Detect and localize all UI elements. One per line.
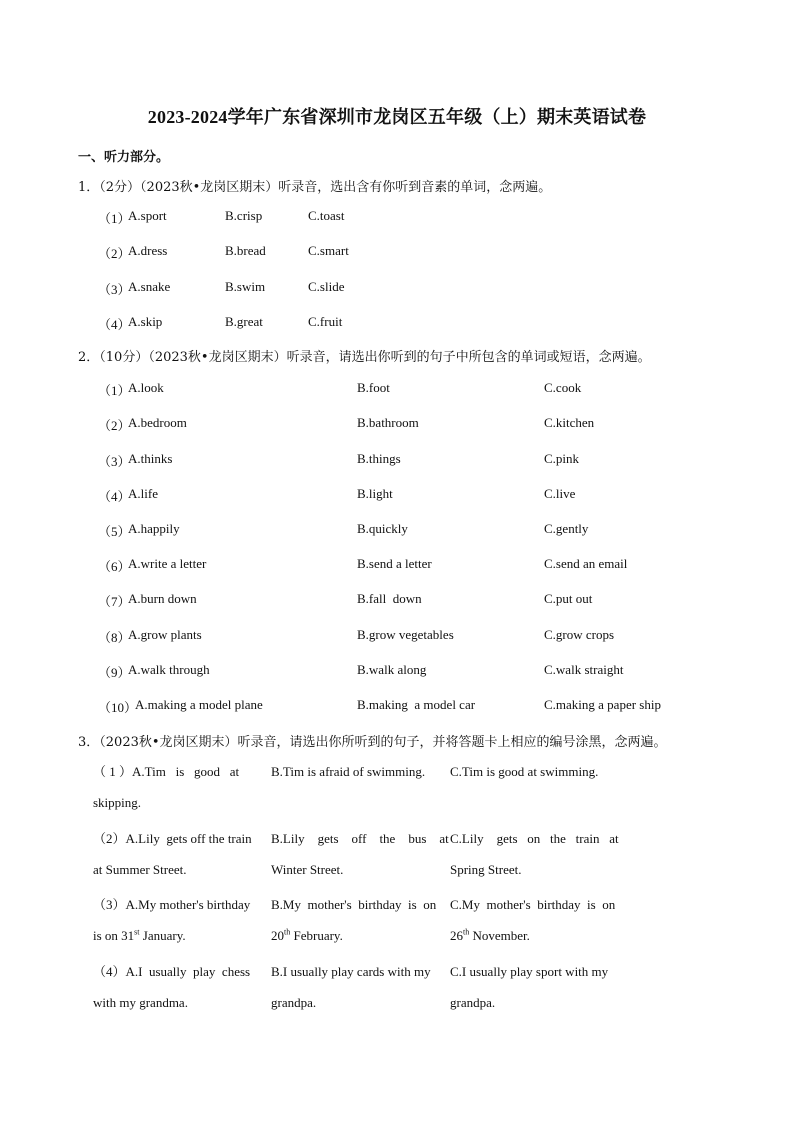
- option-a-line-2: with my grandma.: [93, 995, 188, 1010]
- option-c: [450, 756, 628, 787]
- option-b: B.grow vegetables: [357, 627, 454, 642]
- item-number: （2）: [93, 831, 126, 846]
- option-b-line-1: B.My mother's birthday is on: [271, 897, 437, 912]
- option-c: C.gently: [544, 521, 589, 536]
- option-a: A.write a letter: [128, 556, 207, 571]
- item-number: （3）: [93, 897, 126, 912]
- row-number: （8）: [98, 630, 131, 645]
- option-b: B.light: [357, 486, 393, 501]
- q2-row-2: [98, 415, 758, 433]
- q3-item-1: [93, 756, 633, 818]
- option-c: [450, 956, 628, 1018]
- option-c: C.smart: [308, 243, 349, 258]
- option-c: C.slide: [308, 279, 345, 294]
- option-a-line-2: is on 31: [93, 928, 135, 943]
- ordinal-suffix: st: [134, 927, 140, 937]
- option-b-line-1: B.Tim is afraid of swimming.: [271, 764, 426, 779]
- option-a: A.snake: [128, 279, 171, 294]
- option-a: A.dress: [128, 243, 168, 258]
- option-a-line-1: A.I usually play chess: [125, 964, 251, 979]
- option-c: C.walk straight: [544, 662, 624, 677]
- q2-row-7: [98, 591, 758, 609]
- row-number: （4）: [98, 317, 131, 332]
- option-b: B.great: [225, 314, 263, 329]
- option-c: C.grow crops: [544, 627, 615, 642]
- row-number: （1）: [98, 211, 131, 226]
- option-a-line-2-tail: January.: [139, 928, 186, 943]
- option-a: [93, 756, 271, 818]
- option-a: A.burn down: [128, 591, 197, 606]
- option-b: B.making a model car: [357, 697, 476, 712]
- option-a: A.making a model plane: [135, 697, 263, 712]
- option-a-line-1: A.Lily gets off the train: [125, 831, 252, 846]
- question-3-stem: 3．（2023秋•龙岗区期末）听录音，请选出你所听到的句子，并将答题卡上相应的编号涂黑，念两遍。: [78, 735, 667, 750]
- ordinal-suffix: th: [463, 927, 470, 937]
- question-2-stem: 2．（10分）（2023秋•龙岗区期末）听录音，请选出你听到的句子中所包含的单词或短语，念两遍。: [78, 350, 651, 365]
- q2-row-4: [98, 486, 758, 504]
- option-b-line-1: B.Lily gets off the bus at: [271, 831, 449, 846]
- option-c: C.send an email: [544, 556, 628, 571]
- row-number: （10）: [98, 700, 138, 715]
- option-c: C.toast: [308, 208, 345, 223]
- row-number: （2）: [98, 246, 131, 261]
- item-number: （ 1 ）: [93, 764, 133, 779]
- row-number: （6）: [98, 559, 131, 574]
- option-b: [271, 889, 449, 951]
- option-b: B.foot: [357, 380, 390, 395]
- option-a: A.sport: [128, 208, 167, 223]
- option-c: C.pink: [544, 451, 580, 466]
- q3-item-2: [93, 823, 633, 885]
- option-b: [271, 756, 449, 787]
- q2-row-3: [98, 451, 758, 469]
- option-b: B.things: [357, 451, 401, 466]
- q2-row-9: [98, 662, 758, 680]
- option-a: A.bedroom: [128, 415, 187, 430]
- row-number: （3）: [98, 282, 131, 297]
- option-b-line-2: 20: [271, 928, 284, 943]
- option-a-line-1: A.Tim is good at: [132, 764, 240, 779]
- option-a: A.look: [128, 380, 164, 395]
- option-c-line-1: C.Lily gets on the train at: [450, 831, 619, 846]
- q2-row-5: [98, 521, 758, 539]
- page-title: 2023-2024学年广东省深圳市龙岗区五年级（上）期末英语试卷: [147, 107, 647, 127]
- option-c-line-1: C.I usually play sport with my: [450, 964, 609, 979]
- item-number: （4）: [93, 964, 126, 979]
- option-b: B.bathroom: [357, 415, 419, 430]
- option-c: C.cook: [544, 380, 582, 395]
- option-b: [271, 956, 449, 1018]
- option-c: C.live: [544, 486, 576, 501]
- q2-row-8: [98, 627, 758, 645]
- row-number: （9）: [98, 665, 131, 680]
- option-b: B.swim: [225, 279, 266, 294]
- q1-row-1: [98, 208, 758, 226]
- option-a: A.grow plants: [128, 627, 202, 642]
- option-a: [93, 823, 271, 885]
- option-c: C.fruit: [308, 314, 343, 329]
- q2-row-1: [98, 380, 758, 398]
- option-b-line-2: Winter Street.: [271, 862, 344, 877]
- row-number: （7）: [98, 594, 131, 609]
- option-b: B.walk along: [357, 662, 427, 677]
- row-number: （2）: [98, 418, 131, 433]
- option-b: [271, 823, 449, 885]
- option-a-line-2: at Summer Street.: [93, 862, 187, 877]
- option-c-line-2-tail: November.: [469, 928, 530, 943]
- option-c: [450, 889, 628, 951]
- option-c-line-2: grandpa.: [450, 995, 496, 1010]
- option-b: B.fall down: [357, 591, 422, 606]
- q1-row-2: [98, 243, 758, 261]
- option-c: C.kitchen: [544, 415, 595, 430]
- q3-item-3: [93, 889, 633, 951]
- option-b-line-2-tail: February.: [290, 928, 343, 943]
- option-a: A.thinks: [128, 451, 173, 466]
- section-heading-listening: 一、听力部分。: [78, 150, 170, 165]
- q2-row-6: [98, 556, 758, 574]
- option-a: A.life: [128, 486, 158, 501]
- option-b: B.quickly: [357, 521, 408, 536]
- q1-row-4: [98, 314, 758, 332]
- option-b: B.crisp: [225, 208, 263, 223]
- row-number: （5）: [98, 524, 131, 539]
- option-c-line-1: C.My mother's birthday is on: [450, 897, 616, 912]
- option-c: [450, 823, 628, 885]
- ordinal-suffix: th: [284, 927, 291, 937]
- q1-row-3: [98, 279, 758, 297]
- option-b: B.send a letter: [357, 556, 432, 571]
- option-c-line-2: 26: [450, 928, 463, 943]
- option-c-line-1: C.Tim is good at swimming.: [450, 764, 599, 779]
- option-b-line-2: grandpa.: [271, 995, 317, 1010]
- option-a: A.skip: [128, 314, 163, 329]
- q2-row-10: [98, 697, 758, 715]
- row-number: （1）: [98, 383, 131, 398]
- option-b-line-1: B.I usually play cards with my: [271, 964, 431, 979]
- option-c: C.making a paper ship: [544, 697, 661, 712]
- option-a-line-1: A.My mother's birthday: [125, 897, 251, 912]
- option-a: A.walk through: [128, 662, 210, 677]
- row-number: （4）: [98, 489, 131, 504]
- question-1-stem: 1．（2分）（2023秋•龙岗区期末）听录音，选出含有你听到音素的单词，念两遍。: [78, 180, 552, 195]
- option-c-line-2: Spring Street.: [450, 862, 522, 877]
- option-b: B.bread: [225, 243, 266, 258]
- option-a: [93, 956, 271, 1018]
- q3-item-4: [93, 956, 633, 1018]
- row-number: （3）: [98, 454, 131, 469]
- option-a: [93, 889, 271, 951]
- option-a-line-2: skipping.: [93, 795, 142, 810]
- option-a: A.happily: [128, 521, 180, 536]
- option-c: C.put out: [544, 591, 593, 606]
